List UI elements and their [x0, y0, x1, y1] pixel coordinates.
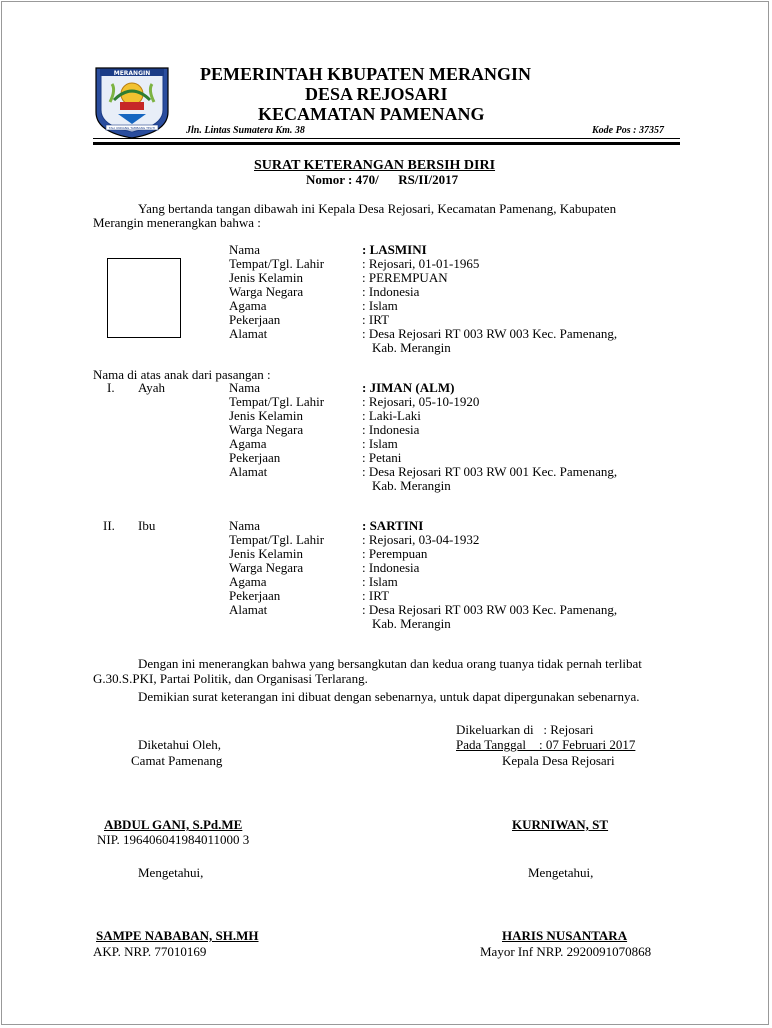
father-address-line-2: Kab. Merangin: [372, 478, 451, 493]
mother-job: : IRT: [362, 588, 390, 603]
closing-line-1: Dengan ini menerangkan bahwa yang bersangkutan dan kedua orang tuanya tidak pernah terlibat: [138, 656, 642, 671]
label-job: Pekerjaan: [229, 312, 281, 327]
mother-religion: : Islam: [362, 574, 398, 589]
svg-text:TALI UNDANG TAMBANG TELITI: TALI UNDANG TAMBANG TELITI: [108, 126, 156, 130]
letter-number: Nomor : 470/ RS/II/2017: [306, 172, 459, 187]
label-birth: Tempat/Tgl. Lahir: [229, 532, 325, 547]
intro-line-1: Yang bertanda tangan dibawah ini Kepala Desa Rejosari, Kecamatan Pamenang, Kabupaten: [138, 201, 617, 216]
letterhead-district: KECAMATAN PAMENANG: [258, 104, 485, 124]
father-role: Ayah: [138, 380, 165, 395]
subject-address-line-1: : Desa Rejosari RT 003 RW 003 Kec. Pamenang,: [362, 326, 618, 341]
label-nationality: Warga Negara: [229, 284, 304, 299]
left-signer-role: Camat Pamenang: [131, 753, 223, 768]
letter-title: SURAT KETERANGAN BERSIH DIRI: [254, 158, 496, 173]
label-address: Alamat: [229, 602, 268, 617]
label-job: Pekerjaan: [229, 450, 281, 465]
label-gender: Jenis Kelamin: [229, 408, 304, 423]
letterhead-village: DESA REJOSARI: [305, 84, 448, 104]
label-religion: Agama: [229, 436, 267, 451]
label-gender: Jenis Kelamin: [229, 270, 304, 285]
mother-gender: : Perempuan: [362, 546, 428, 561]
left-signer-id: NIP. 196406041984011000 3: [97, 832, 250, 847]
right-acknowledged: Mengetahui,: [528, 865, 594, 880]
label-religion: Agama: [229, 574, 267, 589]
closing-line-3: Demikian surat keterangan ini dibuat dengan sebenarnya, untuk dapat dipergunakan sebenarnya.: [138, 689, 640, 704]
issue-date: Pada Tanggal : 07 Februari 2017: [456, 737, 636, 752]
father-gender: : Laki-Laki: [362, 408, 421, 423]
subject-name: : LASMINI: [362, 242, 427, 257]
photo-placeholder: [107, 258, 181, 338]
mother-nationality: : Indonesia: [362, 560, 420, 575]
subject-birth: : Rejosari, 01-01-1965: [362, 256, 480, 271]
subject-address-line-2: Kab. Merangin: [372, 340, 451, 355]
label-nationality: Warga Negara: [229, 422, 304, 437]
right-signer2-name: HARIS NUSANTARA: [502, 928, 628, 943]
mother-role: Ibu: [138, 518, 156, 533]
label-job: Pekerjaan: [229, 588, 281, 603]
mother-name: : SARTINI: [362, 518, 424, 533]
label-birth: Tempat/Tgl. Lahir: [229, 256, 325, 271]
left-signer2-name: SAMPE NABABAN, SH.MH: [96, 928, 259, 943]
subject-job: : IRT: [362, 312, 390, 327]
page-border: [1, 1, 769, 1025]
father-birth: : Rejosari, 05-10-1920: [362, 394, 480, 409]
mother-number: II.: [103, 518, 115, 533]
label-religion: Agama: [229, 298, 267, 313]
mother-birth: : Rejosari, 03-04-1932: [362, 532, 480, 547]
label-gender: Jenis Kelamin: [229, 546, 304, 561]
label-address: Alamat: [229, 326, 268, 341]
label-name: Nama: [229, 380, 261, 395]
parents-intro: Nama di atas anak dari pasangan :: [93, 367, 271, 382]
letterhead-thin-rule: [93, 138, 680, 139]
right-signer-role: Kepala Desa Rejosari: [502, 753, 615, 768]
letterhead-thick-rule: [93, 142, 680, 145]
father-religion: : Islam: [362, 436, 398, 451]
father-name: : JIMAN (ALM): [362, 380, 455, 395]
svg-text:MERANGIN: MERANGIN: [113, 70, 151, 77]
intro-line-2: Merangin menerangkan bahwa :: [93, 215, 261, 230]
left-known-by: Diketahui Oleh,: [138, 737, 222, 752]
label-name: Nama: [229, 518, 261, 533]
father-address-line-1: : Desa Rejosari RT 003 RW 001 Kec. Pamenang,: [362, 464, 618, 479]
right-signer-name: KURNIWAN, ST: [512, 817, 609, 832]
issue-place: Dikeluarkan di : Rejosari: [456, 722, 594, 737]
father-nationality: : Indonesia: [362, 422, 420, 437]
mother-address-line-1: : Desa Rejosari RT 003 RW 003 Kec. Pamenang,: [362, 602, 618, 617]
label-address: Alamat: [229, 464, 268, 479]
letterhead-postcode: Kode Pos : 37357: [592, 125, 664, 136]
subject-nationality: : Indonesia: [362, 284, 420, 299]
left-signer2-id: AKP. NRP. 77010169: [93, 944, 207, 959]
subject-religion: : Islam: [362, 298, 398, 313]
mother-address-line-2: Kab. Merangin: [372, 616, 451, 631]
label-birth: Tempat/Tgl. Lahir: [229, 394, 325, 409]
father-number: I.: [107, 380, 115, 395]
father-job: : Petani: [362, 450, 402, 465]
regency-crest-logo: [92, 62, 172, 140]
letterhead-address: Jln. Lintas Sumatera Km. 38: [186, 125, 305, 136]
left-acknowledged: Mengetahui,: [138, 865, 204, 880]
label-nationality: Warga Negara: [229, 560, 304, 575]
subject-gender: : PEREMPUAN: [362, 270, 448, 285]
label-name: Nama: [229, 242, 261, 257]
left-signer-name: ABDUL GANI, S.Pd.ME: [104, 817, 243, 832]
closing-line-2: G.30.S.PKI, Partai Politik, dan Organisasi Terlarang.: [93, 671, 368, 686]
right-signer2-id: Mayor Inf NRP. 2920091070868: [480, 944, 652, 959]
letterhead-government: PEMERINTAH KBUPATEN MERANGIN: [200, 64, 532, 84]
